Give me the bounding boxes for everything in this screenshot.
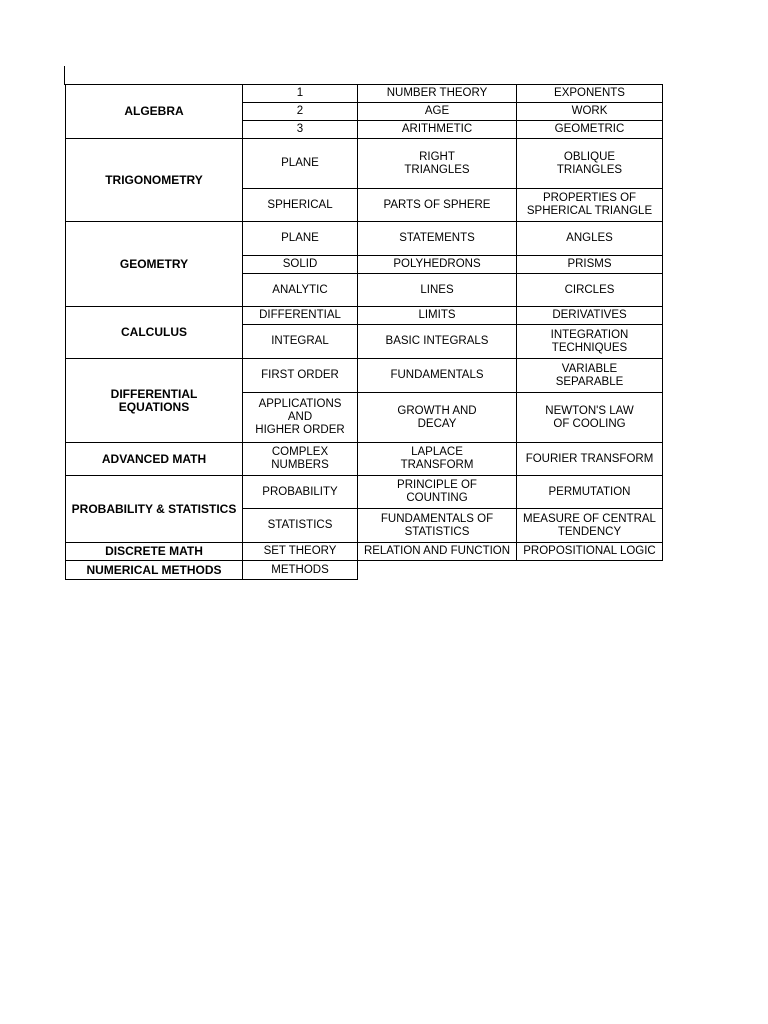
subject-cell: ADVANCED MATH [66,443,243,476]
topic-cell: SOLID [243,256,358,274]
topic-cell: 1 [243,85,358,103]
subtopic-cell: BASIC INTEGRALS [358,325,517,359]
subject-cell: GEOMETRY [66,222,243,307]
subtopic-cell: ARITHMETIC [358,121,517,139]
table-row [66,85,663,103]
topic-cell: ANALYTIC [243,274,358,307]
topic-cell: METHODS [243,561,358,580]
topic-cell: INTEGRAL [243,325,358,359]
subject-cell: TRIGONOMETRY [66,139,243,222]
topic-cell: 3 [243,121,358,139]
topic-cell: STATISTICS [243,509,358,543]
topic-cell: SET THEORY [243,543,358,561]
empty-cell [358,561,517,580]
table-row [66,543,663,561]
table-row [66,139,663,189]
topic-cell: COMPLEX NUMBERS [243,443,358,476]
topic-cell: PROBABILITY [243,476,358,509]
subtopic-cell: MEASURE OF CENTRAL TENDENCY [517,509,663,543]
table-row [66,561,663,580]
subject-cell: DIFFERENTIAL EQUATIONS [66,359,243,443]
subject-cell: CALCULUS [66,307,243,359]
subtopic-cell: PRINCIPLE OF COUNTING [358,476,517,509]
topic-cell: DIFFERENTIAL [243,307,358,325]
subtopic-cell: LIMITS [358,307,517,325]
subtopic-cell: POLYHEDRONS [358,256,517,274]
page-margin-mark [64,66,65,85]
subtopic-cell: FUNDAMENTALS [358,359,517,393]
math-topics-table [65,84,663,580]
subject-cell: NUMERICAL METHODS [66,561,243,580]
empty-cell [517,561,663,580]
subtopic-cell: DERIVATIVES [517,307,663,325]
table-row [66,443,663,476]
subtopic-cell: GEOMETRIC [517,121,663,139]
subtopic-cell: ANGLES [517,222,663,256]
subtopic-cell: NUMBER THEORY [358,85,517,103]
subject-cell: ALGEBRA [66,85,243,139]
subtopic-cell: INTEGRATION TECHNIQUES [517,325,663,359]
subtopic-cell: VARIABLE SEPARABLE [517,359,663,393]
subtopic-cell: STATEMENTS [358,222,517,256]
subtopic-cell: LAPLACE TRANSFORM [358,443,517,476]
topic-cell: SPHERICAL [243,189,358,222]
subtopic-cell: PERMUTATION [517,476,663,509]
subtopic-cell: AGE [358,103,517,121]
subtopic-cell: FUNDAMENTALS OF STATISTICS [358,509,517,543]
topic-cell: APPLICATIONS AND HIGHER ORDER [243,393,358,443]
subject-cell: PROBABILITY & STATISTICS [66,476,243,543]
subtopic-cell: PROPERTIES OF SPHERICAL TRIANGLE [517,189,663,222]
topic-cell: PLANE [243,139,358,189]
table-row [66,476,663,509]
subtopic-cell: PARTS OF SPHERE [358,189,517,222]
topic-cell: FIRST ORDER [243,359,358,393]
subtopic-cell: EXPONENTS [517,85,663,103]
table-row [66,307,663,325]
subtopic-cell: CIRCLES [517,274,663,307]
subtopic-cell: WORK [517,103,663,121]
topic-cell: 2 [243,103,358,121]
subtopic-cell: PROPOSITIONAL LOGIC [517,543,663,561]
topic-cell: PLANE [243,222,358,256]
subtopic-cell: LINES [358,274,517,307]
subtopic-cell: NEWTON'S LAW OF COOLING [517,393,663,443]
table-row [66,222,663,256]
subtopic-cell: RIGHT TRIANGLES [358,139,517,189]
table-row [66,359,663,393]
subtopic-cell: OBLIQUE TRIANGLES [517,139,663,189]
subject-cell: DISCRETE MATH [66,543,243,561]
subtopic-cell: GROWTH AND DECAY [358,393,517,443]
subtopic-cell: RELATION AND FUNCTION [358,543,517,561]
subtopic-cell: FOURIER TRANSFORM [517,443,663,476]
subtopic-cell: PRISMS [517,256,663,274]
